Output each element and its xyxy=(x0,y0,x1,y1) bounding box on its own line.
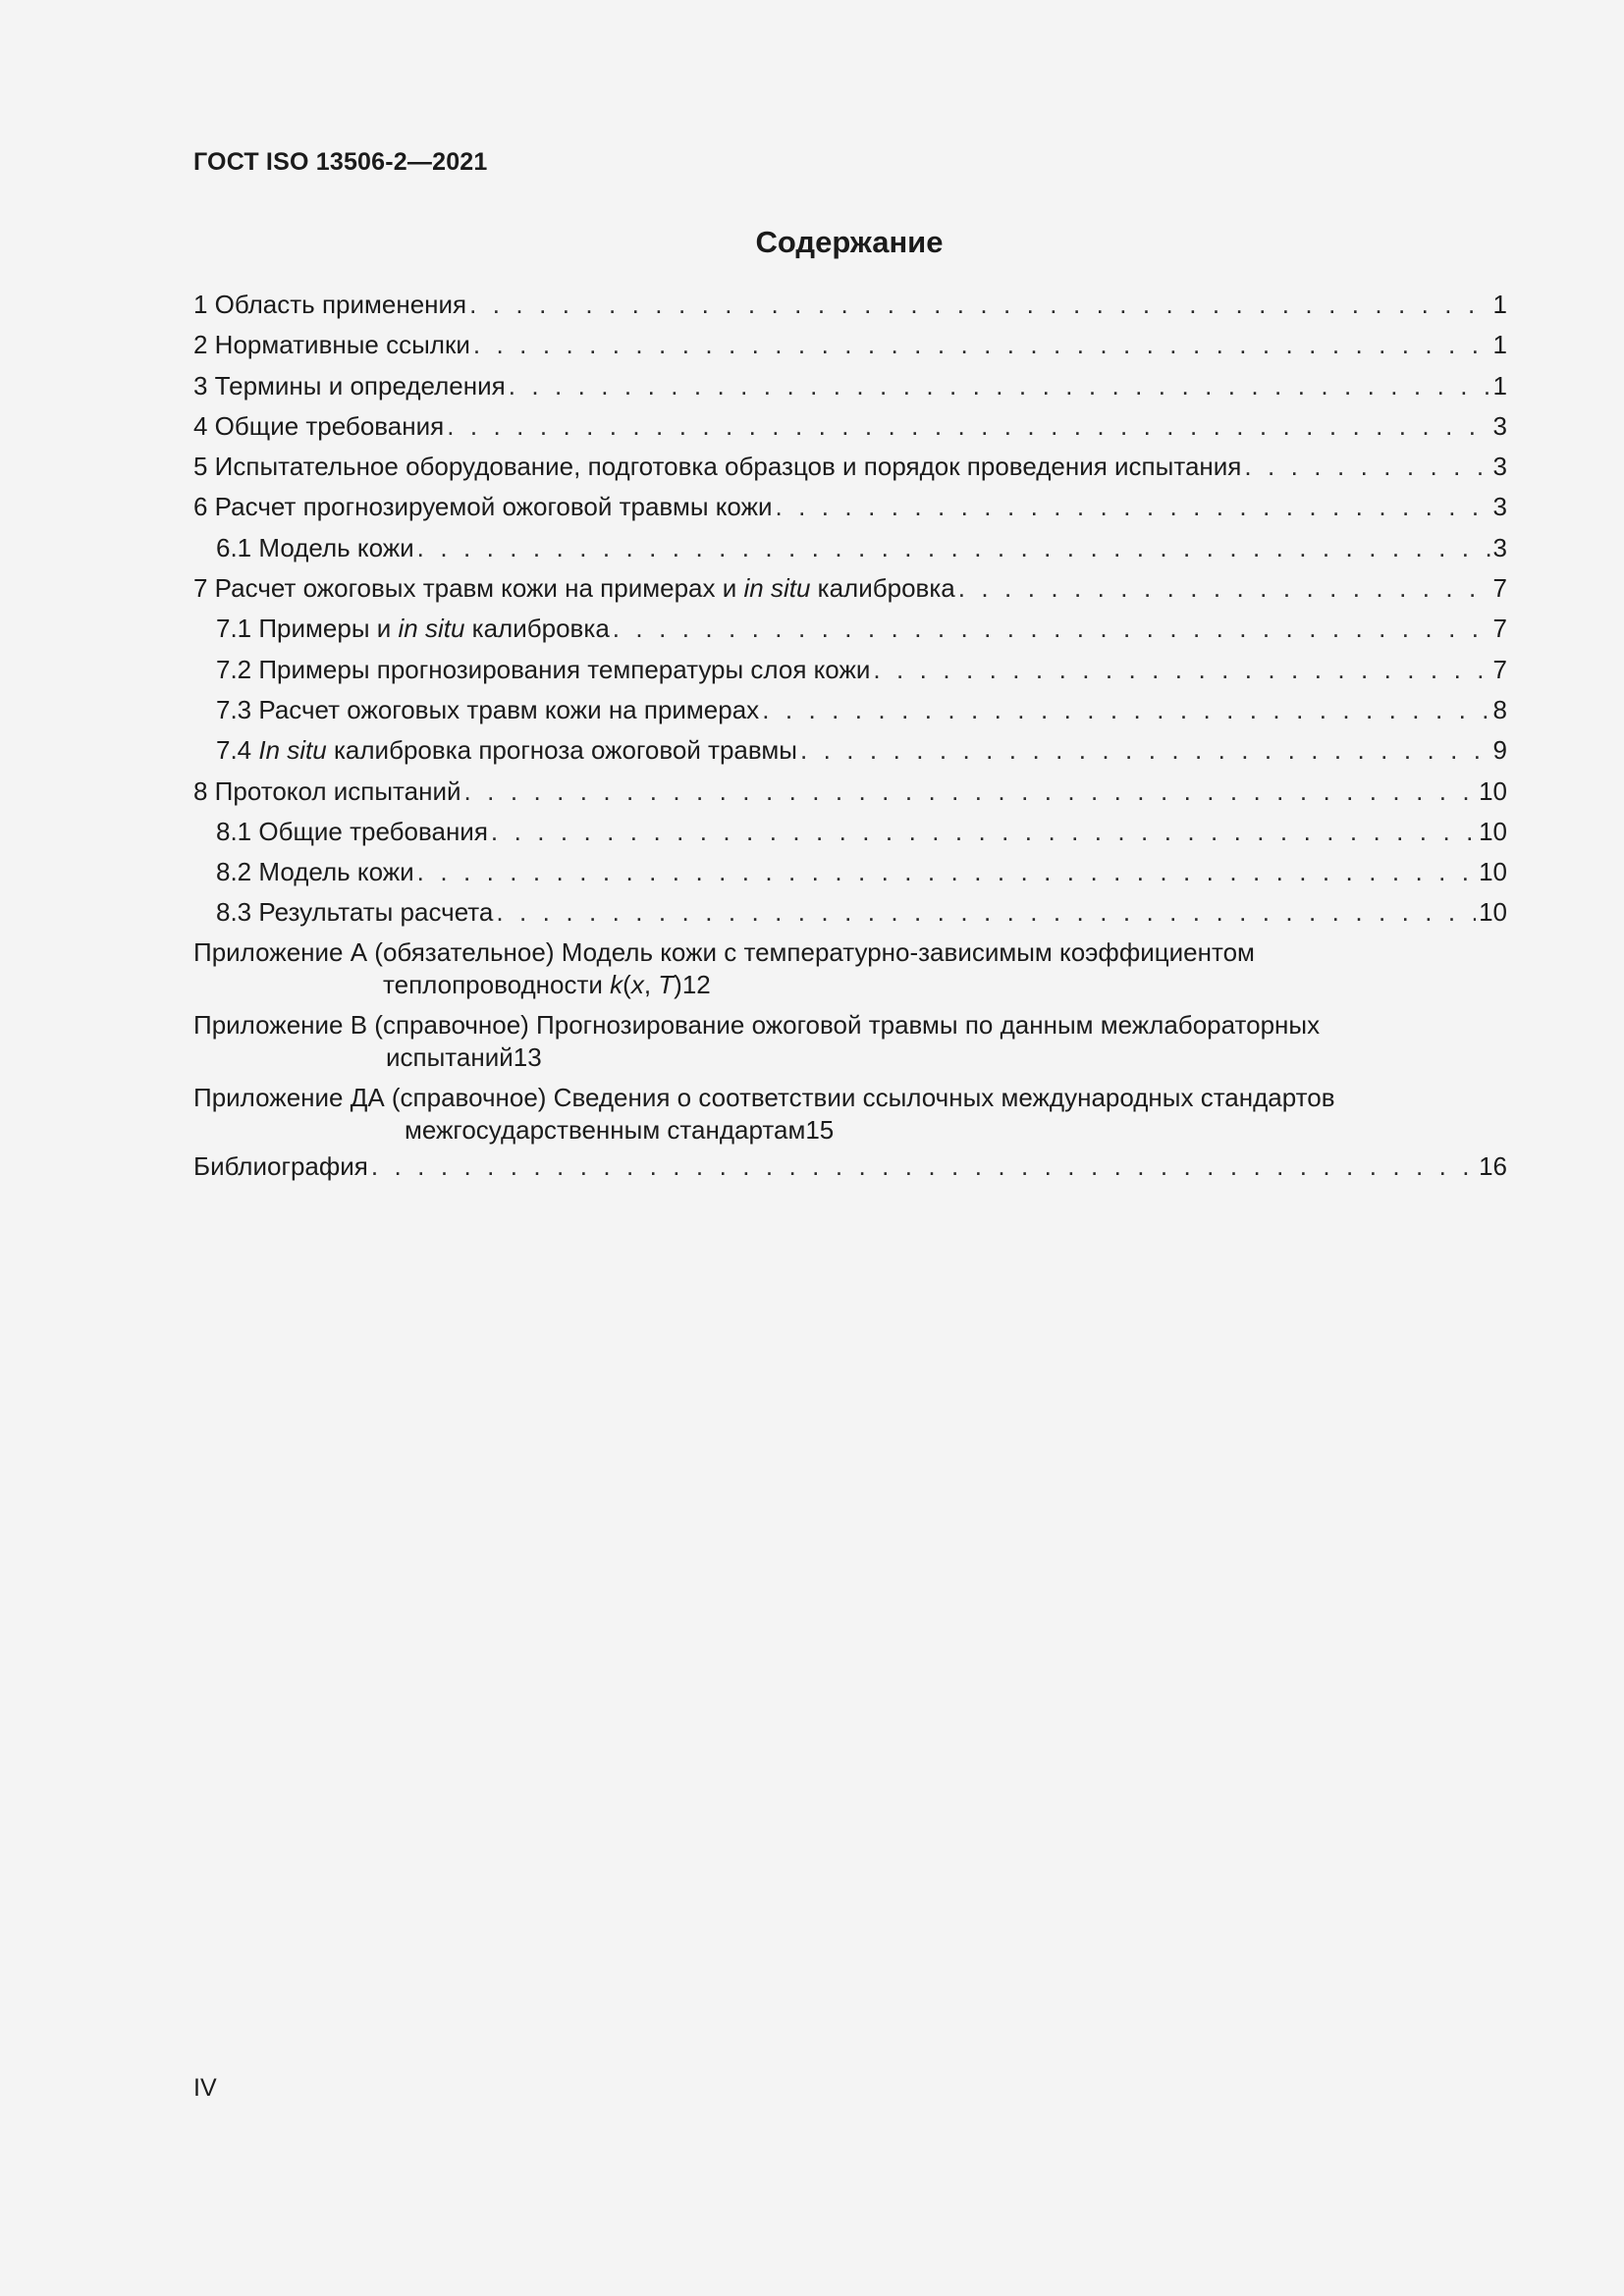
toc-page-number: 10 xyxy=(1479,897,1507,928)
toc-page-number: 7 xyxy=(1492,654,1507,684)
toc-appendix-da[interactable] xyxy=(193,1082,1507,1147)
toc-page-number: 10 xyxy=(1479,816,1507,846)
toc-entry-7[interactable] xyxy=(193,568,1507,609)
table-of-contents xyxy=(193,285,1507,1187)
toc-entry-3[interactable] xyxy=(193,366,1507,406)
toc-page-number: 1 xyxy=(1492,370,1507,400)
dot-leader xyxy=(447,406,1489,447)
toc-entry-6-1[interactable] xyxy=(193,528,1507,568)
page-number: IV xyxy=(193,2074,217,2102)
toc-entry-text: 7 Расчет ожоговых травм кожи на примерах и in situ калибровка xyxy=(193,573,955,604)
toc-entry-text: 7.4 In situ калибровка прогноза ожоговой травмы xyxy=(216,735,797,766)
document-header: ГОСТ ISO 13506-2—2021 xyxy=(193,148,488,176)
dot-leader xyxy=(473,325,1490,365)
toc-appendix-a[interactable] xyxy=(193,936,1507,1001)
toc-page-number: 10 xyxy=(1479,857,1507,887)
dot-leader xyxy=(958,568,1490,609)
toc-entry-text: 8.3 Результаты расчета xyxy=(216,897,494,928)
appendix-title-continuation: теплопроводности k(x, T) xyxy=(383,969,682,999)
toc-entry-7-3[interactable] xyxy=(193,690,1507,730)
toc-page-number: 15 xyxy=(805,1114,835,1145)
toc-page-number: 3 xyxy=(1492,532,1507,562)
toc-entry-text: 8.1 Общие требования xyxy=(216,816,488,846)
toc-entry-5[interactable] xyxy=(193,447,1507,487)
dot-leader xyxy=(873,650,1489,690)
toc-page-number: 3 xyxy=(1492,492,1507,522)
page-title: Содержание xyxy=(755,225,944,259)
toc-entry-8[interactable] xyxy=(193,772,1507,812)
toc-entry-1[interactable] xyxy=(193,285,1507,325)
appendix-title-continuation: межгосударственным стандартам xyxy=(405,1114,806,1145)
toc-entry-text: 4 Общие требования xyxy=(193,410,445,441)
toc-page-number: 10 xyxy=(1479,775,1507,806)
toc-entry-text: 1 Область применения xyxy=(193,290,467,319)
toc-appendix-b[interactable] xyxy=(193,1009,1507,1074)
dot-leader xyxy=(1244,447,1489,487)
toc-entry-text: 6.1 Модель кожи xyxy=(216,532,414,562)
toc-page-number: 12 xyxy=(681,969,711,999)
dot-leader xyxy=(800,730,1490,771)
toc-entry-8-1[interactable] xyxy=(193,812,1507,852)
toc-page-number: 16 xyxy=(1479,1150,1507,1181)
dot-leader xyxy=(417,528,1490,568)
toc-entry-text: 7.3 Расчет ожоговых травм кожи на примерах xyxy=(216,694,760,724)
dot-leader xyxy=(762,690,1489,730)
toc-entry-7-4[interactable] xyxy=(193,730,1507,771)
toc-page-number: 1 xyxy=(1492,290,1507,319)
toc-entry-7-2[interactable] xyxy=(193,650,1507,690)
appendix-title-continuation: испытаний xyxy=(386,1041,514,1072)
toc-entry-2[interactable] xyxy=(193,325,1507,365)
toc-entry-text: 5 Испытательное оборудование, подготовка образцов и порядок проведения испытания xyxy=(193,452,1242,482)
appendix-title: Приложение В (справочное) Прогнозирование ожоговой травмы по данным межлабораторных xyxy=(193,1009,1321,1040)
toc-entry-7-1[interactable] xyxy=(193,609,1507,649)
appendix-title: Приложение ДА (справочное) Сведения о соответствии ссылочных международных стандартов xyxy=(193,1082,1335,1112)
toc-entry-8-3[interactable] xyxy=(193,892,1507,933)
toc-entry-text: 6 Расчет прогнозируемой ожоговой травмы кожи xyxy=(193,492,773,522)
toc-page-number: 7 xyxy=(1492,614,1507,644)
toc-page-number: 1 xyxy=(1492,330,1507,360)
dot-leader xyxy=(464,772,1477,812)
toc-page-number: 13 xyxy=(513,1041,542,1072)
toc-entry-text: 7.2 Примеры прогнозирования температуры слоя кожи xyxy=(216,654,871,684)
toc-entry-6[interactable] xyxy=(193,487,1507,527)
dot-leader xyxy=(417,852,1476,892)
toc-page-number: 3 xyxy=(1492,410,1507,441)
dot-leader xyxy=(775,487,1489,527)
toc-entry-8-2[interactable] xyxy=(193,852,1507,892)
dot-leader xyxy=(491,812,1476,852)
toc-page-number: 3 xyxy=(1492,452,1507,482)
toc-page-number: 8 xyxy=(1492,694,1507,724)
toc-entry-4[interactable] xyxy=(193,406,1507,447)
toc-entry-text: 8.2 Модель кожи xyxy=(216,857,414,887)
toc-entry-text: 3 Термины и определения xyxy=(193,370,506,400)
toc-entry-text: 7.1 Примеры и in situ калибровка xyxy=(216,614,610,644)
toc-entry-text: Библиография xyxy=(193,1150,368,1181)
toc-page-number: 9 xyxy=(1492,735,1507,766)
dot-leader xyxy=(613,609,1490,649)
appendix-title: Приложение А (обязательное) Модель кожи с температурно-зависимым коэффициентом xyxy=(193,936,1255,967)
dot-leader xyxy=(469,285,1489,325)
dot-leader xyxy=(509,366,1490,406)
toc-entry-text: 8 Протокол испытаний xyxy=(193,775,461,806)
toc-entry-text: 2 Нормативные ссылки xyxy=(193,330,470,360)
toc-page-number: 7 xyxy=(1492,573,1507,604)
dot-leader xyxy=(371,1147,1476,1187)
dot-leader xyxy=(496,892,1476,933)
toc-entry-bibliography[interactable] xyxy=(193,1147,1507,1187)
